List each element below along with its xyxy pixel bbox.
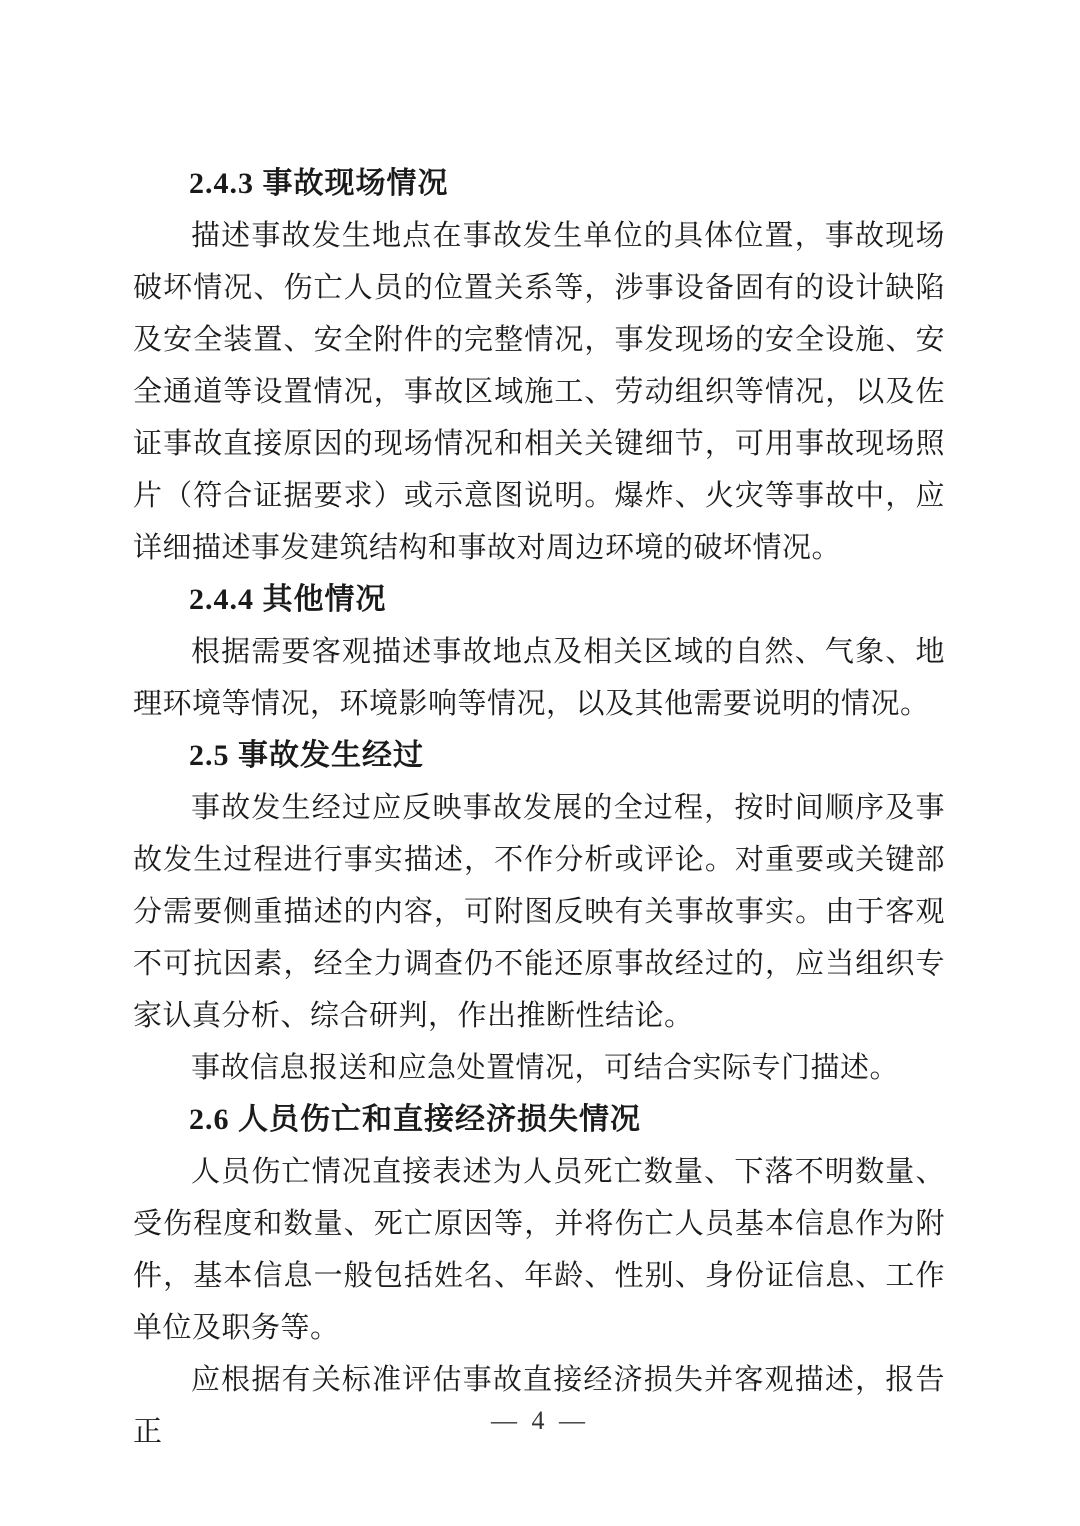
body-paragraph: 事故信息报送和应急处置情况，可结合实际专门描述。	[191, 1052, 900, 1084]
heading-2-4-4: 2.4.4 其他情况	[189, 583, 387, 616]
heading-2-6: 2.6 人员伤亡和直接经济损失情况	[189, 1103, 641, 1136]
body-paragraph: 事故发生经过应反映事故发展的全过程，按时间顺序及事故发生过程进行事实描述，不作分析或评论。对重要或关键部分需要侧重描述的内容，可附图反映有关事故事实。由于客观不可抗因素，经全力调查仍不能还原事故经过的，应当组织专家认真分析、综合研判，作出推断性结论。	[133, 792, 945, 1032]
heading-2-5: 2.5 事故发生经过	[189, 739, 424, 772]
body-paragraph: 描述事故发生地点在事故发生单位的具体位置，事故现场破坏情况、伤亡人员的位置关系等，涉事设备固有的设计缺陷及安全装置、安全附件的完整情况，事发现场的安全设施、安全通道等设置情况，事故区域施工、劳动组织等情况，以及佐证事故直接原因的现场情况和相关关键细节，可用事故现场照片（符合证据要求）或示意图说明。爆炸、火灾等事故中，应详细描述事发建筑结构和事故对周边环境的破坏情况。	[133, 220, 945, 564]
document-body	[133, 158, 945, 1458]
body-paragraph: 人员伤亡情况直接表述为人员死亡数量、下落不明数量、受伤程度和数量、死亡原因等，并将伤亡人员基本信息作为附件，基本信息一般包括姓名、年龄、性别、身份证信息、工作单位及职务等。	[133, 1156, 945, 1344]
heading-2-4-3: 2.4.3 事故现场情况	[189, 167, 449, 200]
body-paragraph: 根据需要客观描述事故地点及相关区域的自然、气象、地理环境等情况，环境影响等情况，以及其他需要说明的情况。	[133, 636, 945, 720]
body-paragraph: 应根据有关标准评估事故直接经济损失并客观描述，报告正	[133, 1364, 945, 1448]
page-number: — 4 —	[491, 1406, 589, 1435]
